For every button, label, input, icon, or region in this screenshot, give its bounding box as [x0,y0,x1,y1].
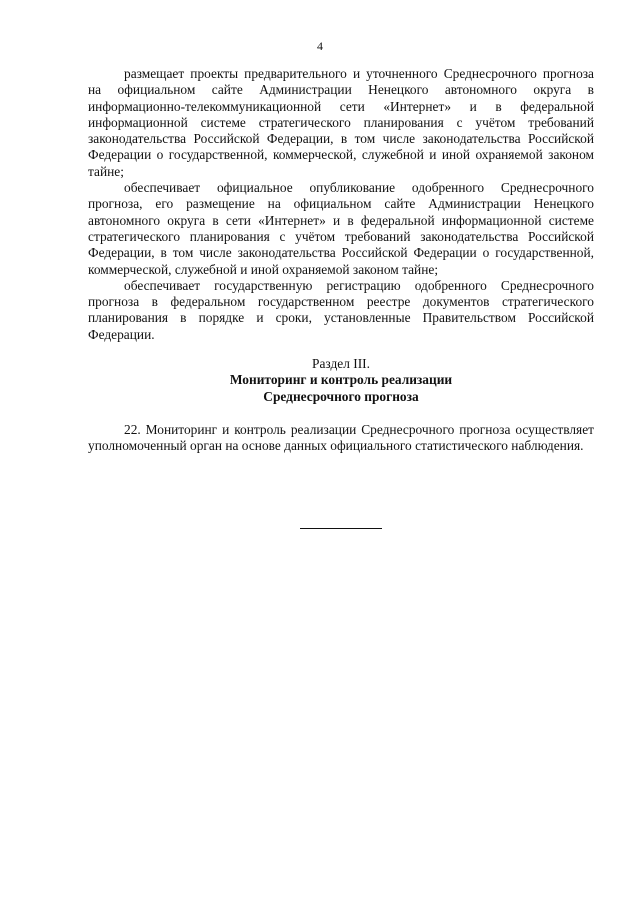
page-number: 4 [317,39,323,53]
section-heading-line-2: Среднесрочного прогноза [263,388,419,404]
paragraph-state-registration: обеспечивает государственную регистрацию одобренного Среднесрочного прогноза в федеральном государственном реестре документов стратегического планирования в порядке и сроки, установленные Правительством Российской Федерации. [88,277,594,342]
clause-22: 22. Мониторинг и контроль реализации Среднесрочного прогноза осуществляет уполномоченный орган на основе данных официального статистического наблюдения. [88,422,594,454]
section-label: Раздел III. [312,356,370,371]
section-heading-line-1: Мониторинг и контроль реализации [229,372,453,388]
paragraph-official-publication: обеспечивает официальное опубликование одобренного Среднесрочного прогноза, его размещение на официальном сайте Администрации Ненецкого автономного округа в сети «Интернет» и в федеральной информационной системе стратегического планирования с учётом требований законодательства Российской Федерации, в том числе законодательства Российской Федерации о государственной, коммерческой, служебной и иной охраняемой законом тайне; [88,180,594,277]
section-header [88,356,594,405]
clause-block [88,422,594,455]
body-text [88,66,594,343]
paragraph-publish-drafts: размещает проекты предварительного и уточненного Среднесрочного прогноза на официальном сайте Администрации Ненецкого автономного округа в информационно-телекоммуникационной сети «Интернет» и в федеральной информационной системе стратегического планирования с учётом требований законодательства Российской Федерации, в том числе законодательства Российской Федерации о государственной, коммерческой, служебной и иной охраняемой законом тайне; [88,66,594,179]
end-of-document-rule [300,528,382,529]
